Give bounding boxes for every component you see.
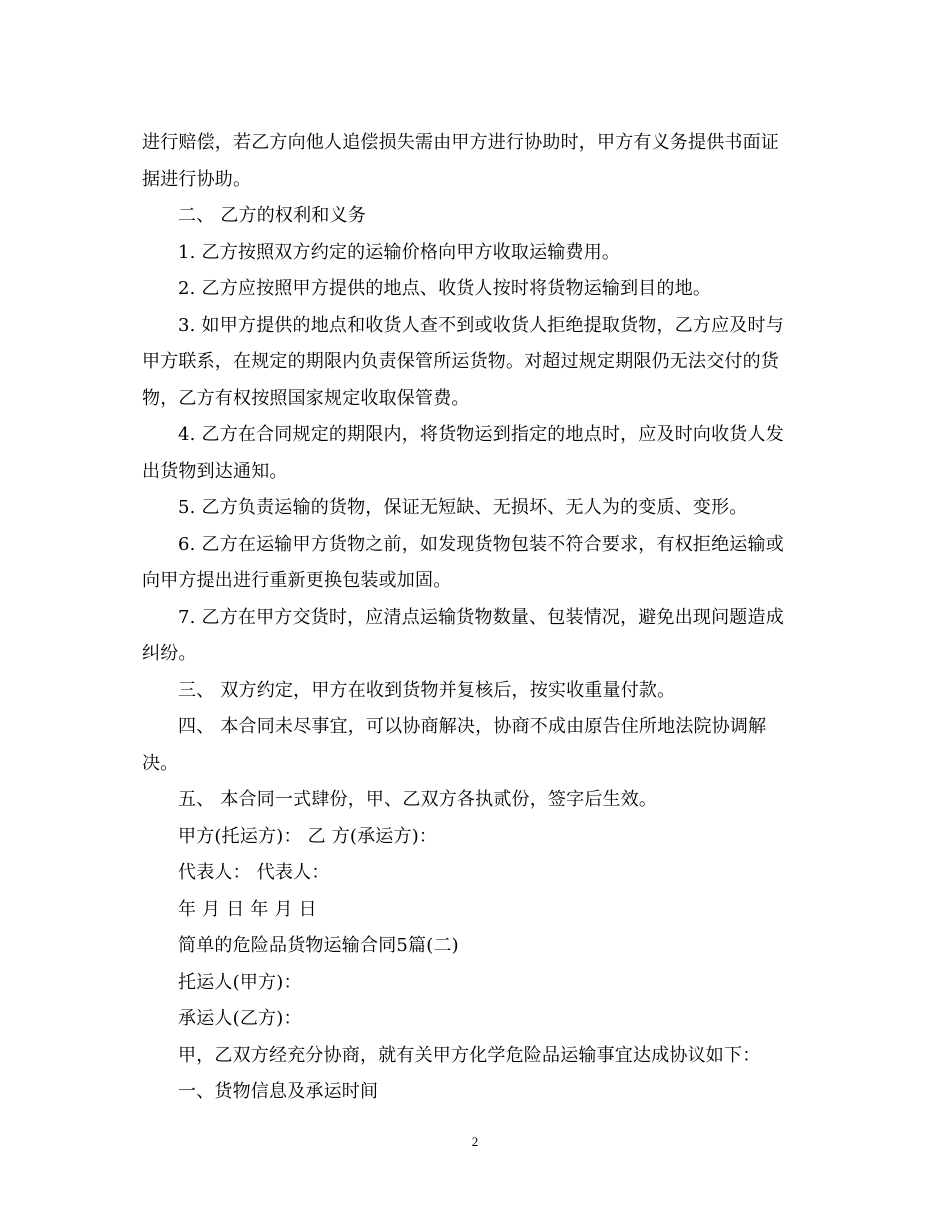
section-heading: 五、 本合同一式肆份，甲、乙双方各执贰份，签字后生效。 [178,789,658,810]
document-body [142,125,810,1111]
section-heading: 三、 双方约定，甲方在收到货物并复核后，按实收重量付款。 [178,679,676,701]
text-line: 甲方联系，在规定的期限内负责保管所运货物。对超过规定期限仍无法交付的货 [142,351,779,372]
signature-parties: 甲方(托运方)： 乙 方(承运方)： [178,825,438,847]
signature-dates: 年 月 日 年 月 日 [178,898,317,920]
text-line: 决。 [142,752,179,774]
document-subtitle: 简单的危险品货物运输合同5篇(二) [178,935,459,956]
list-item: 6. 乙方在运输甲方货物之前，如发现货物包装不符合要求，有权拒绝运输或 [178,533,784,555]
list-item: 4. 乙方在合同规定的期限内，将货物运到指定的地点时，应及时向收货人发 [178,424,784,445]
text-line: 出货物到达通知。 [142,460,288,482]
list-item: 3. 如甲方提供的地点和收货人查不到或收货人拒绝提取货物，乙方应及时与 [178,314,784,336]
signature-representatives: 代表人： 代表人： [178,862,330,883]
list-item: 1. 乙方按照双方约定的运输价格向甲方收取运输费用。 [178,241,621,263]
shipper-field: 托运人(甲方)： [178,971,302,993]
list-item: 5. 乙方负责运输的货物，保证无短缺、无损坏、无人为的变质、变形。 [178,497,748,518]
carrier-field: 承运人(乙方)： [178,1008,302,1029]
list-item: 7. 乙方在甲方交货时，应清点运输货物数量、包装情况，避免出现问题造成 [178,606,784,628]
text-line: 进行赔偿，若乙方向他人追偿损失需由甲方进行协助时，甲方有义务提供书面证 [142,132,779,153]
list-item: 2. 乙方应按照甲方提供的地点、收货人按时将货物运输到目的地。 [178,278,712,299]
section-heading: 二、 乙方的权利和义务 [178,205,366,226]
text-line: 纠纷。 [142,643,197,664]
text-line: 向甲方提出进行重新更换包装或加固。 [142,570,452,591]
section-heading: 四、 本合同未尽事宜，可以协商解决，协商不成由原告住所地法院协调解 [178,716,767,737]
text-line: 甲，乙双方经充分协商，就有关甲方化学危险品运输事宜达成协议如下： [178,1044,761,1066]
text-line: 物，乙方有权按照国家规定收取保管费。 [142,387,470,409]
text-line: 据进行协助。 [142,168,252,190]
section-heading: 一、货物信息及承运时间 [178,1081,379,1102]
page-number: 2 [471,1134,479,1149]
